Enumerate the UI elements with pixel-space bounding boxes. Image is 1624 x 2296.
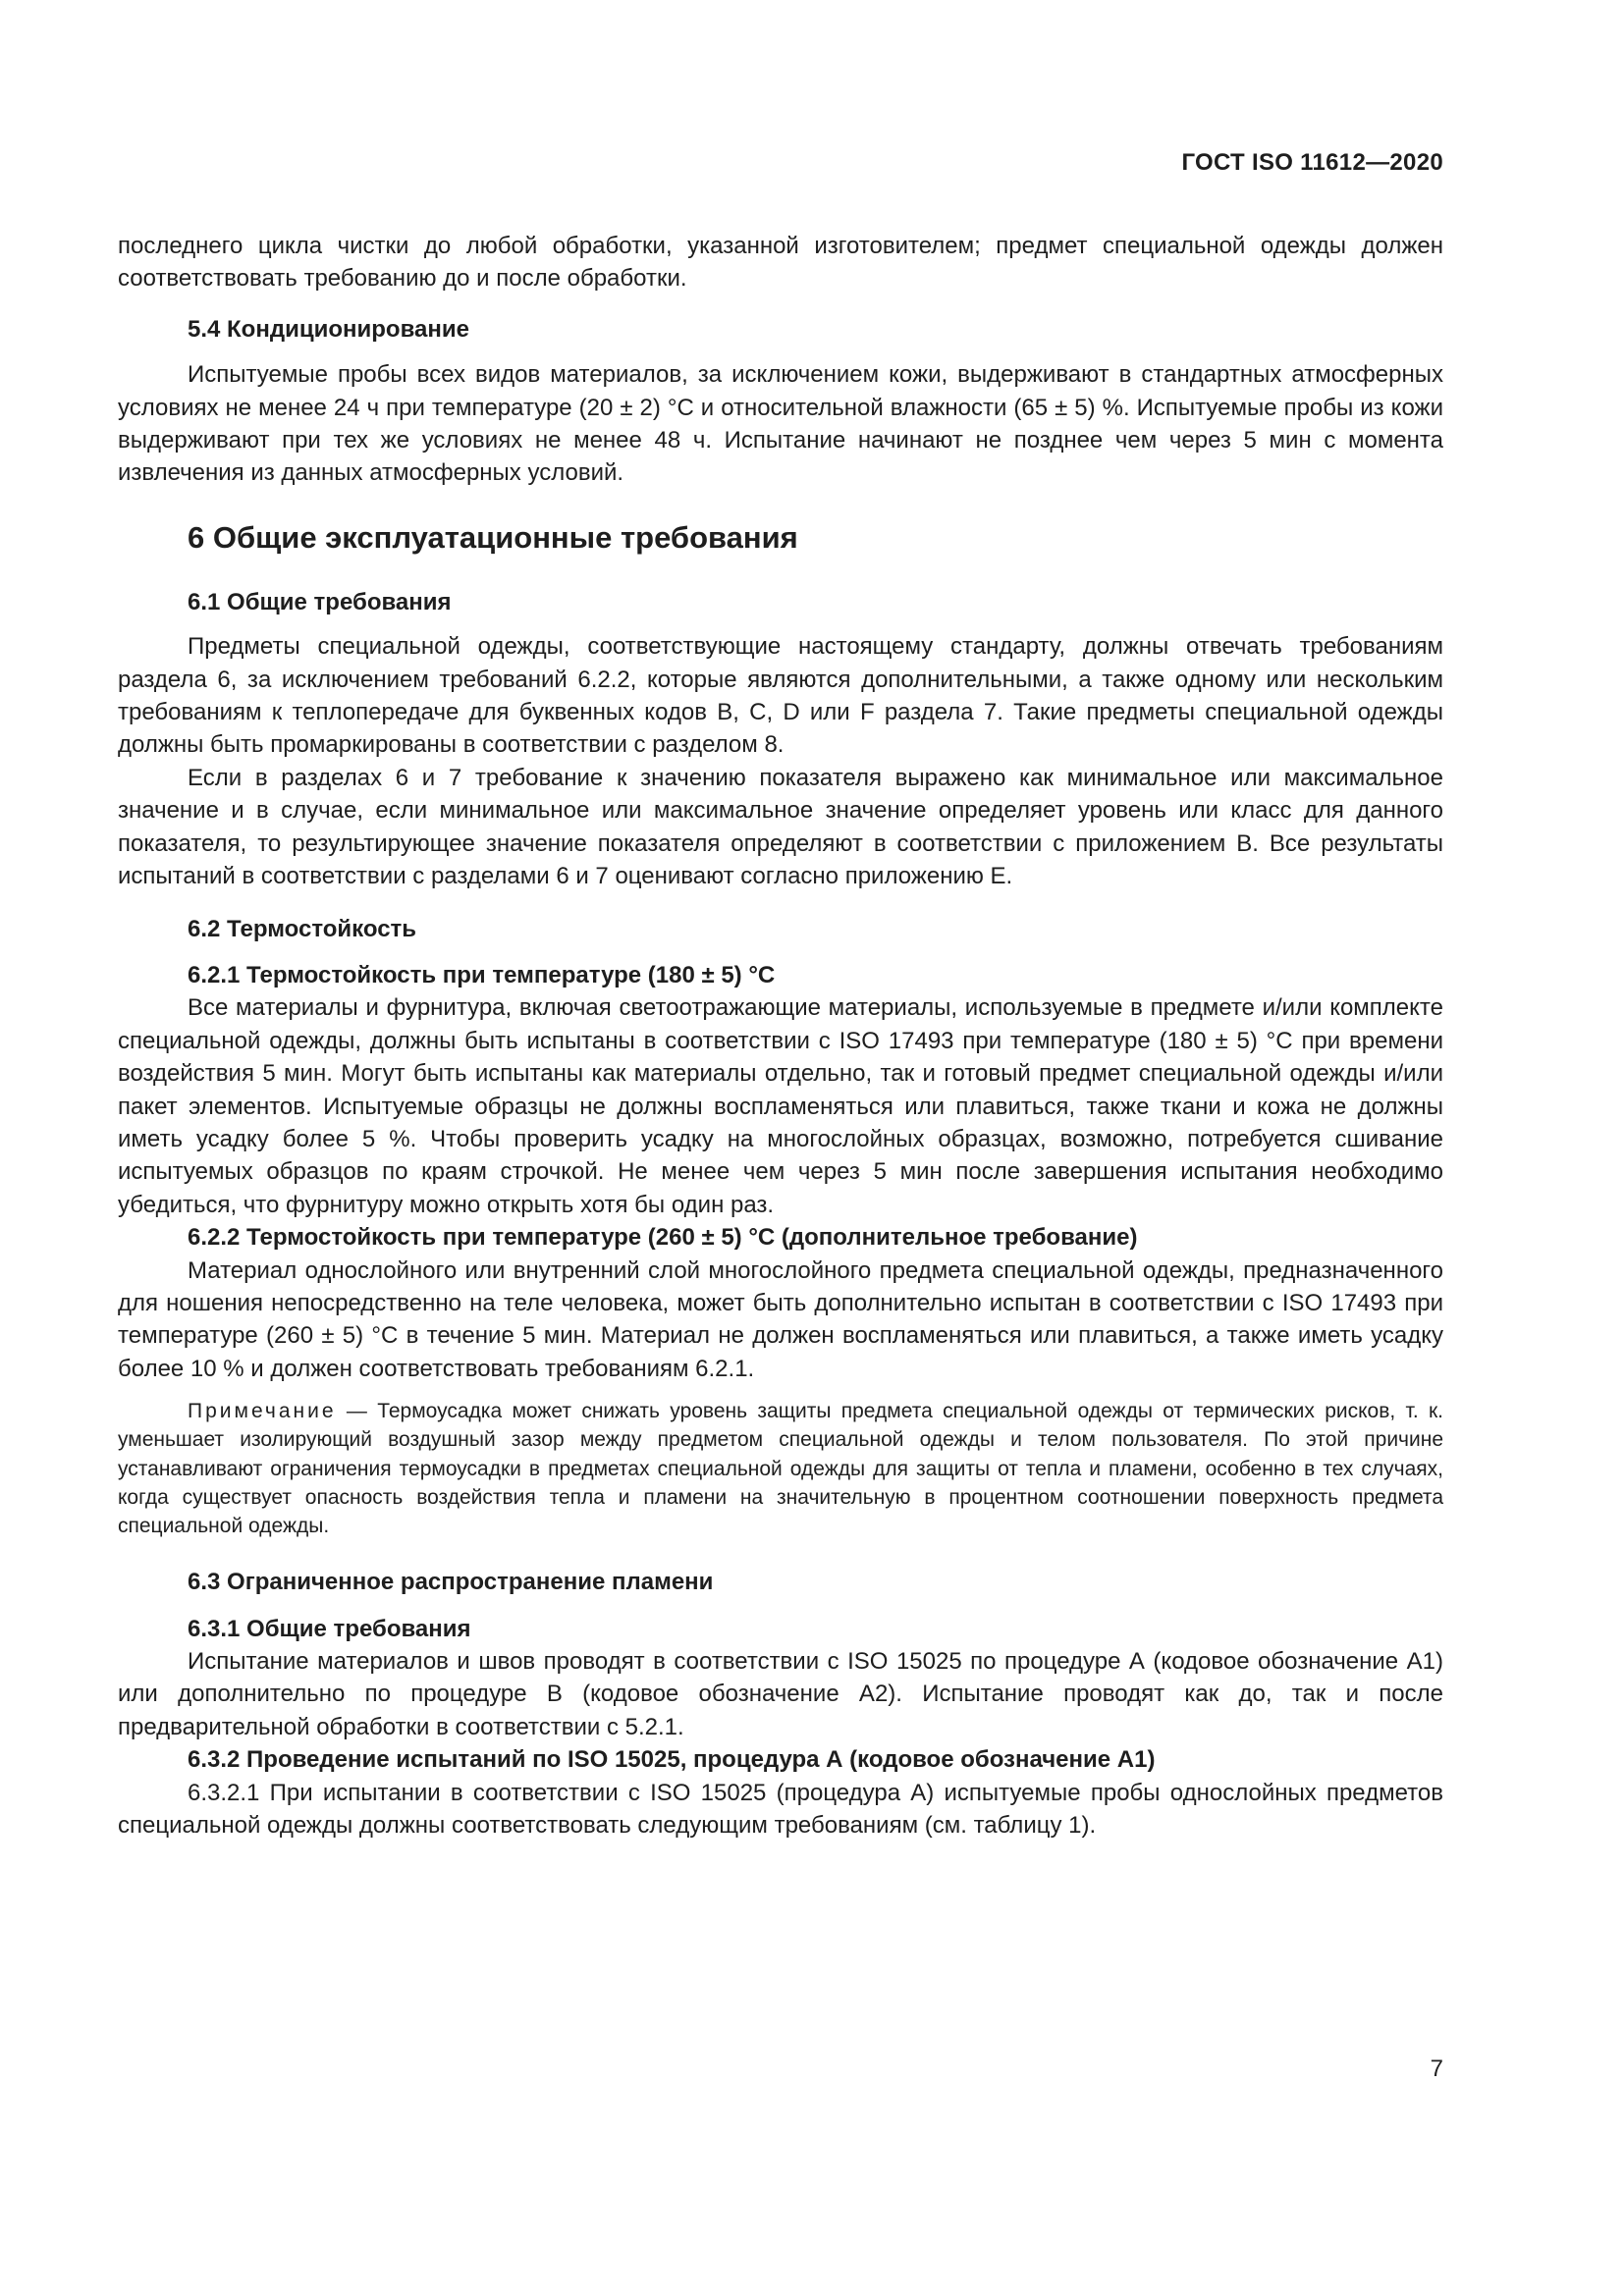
note-text: — Термоусадка может снижать уровень защиты предмета специальной одежды от термических рисков, т. к. уменьшает изолирующий воздушный зазор между предметом специальной одежды и телом пользователя. По этой причине устанавливают ограничения термоусадки в предметах специальной одежды для защиты от тепла и пламени, особенно в тех случаях, когда существует опасность воздействия тепла и пламени на значительную в процентном соотношении поверхность предмета специальной одежды. [118,1400,1443,1537]
heading-6-2-1: 6.2.1 Термостойкость при температуре (180 ± 5) °С [188,961,776,988]
heading-6-3-1: 6.3.1 Общие требования [188,1615,471,1642]
paragraph-6-1-b: Если в разделах 6 и 7 требование к значению показателя выражено как минимальное или максимальное значение и в случае, если минимальное или максимальное значение определяет уровень или класс для данного показателя, то результирующее значение показателя определяют в соответствии с приложением В. Все результаты испытаний в соответствии с разделами 6 и 7 оценивают согласно приложению Е. [118,764,1443,890]
paragraph-6-3-2-1: 6.3.2.1 При испытании в соответствии с ISO 15025 (процедура А) испытуемые пробы однослойных предметов специальной одежды должны соответствовать следующим требованиям (см. таблицу 1). [118,1779,1443,1840]
heading-6-3: 6.3 Ограниченное распространение пламени [188,1569,714,1596]
heading-5-4: 5.4 Кондиционирование [188,315,469,343]
heading-6: 6 Общие эксплуатационные требования [188,519,798,555]
note-label: Примечание [188,1400,337,1423]
paragraph-6-3-1: Испытание материалов и швов проводят в соответствии с ISO 15025 по процедуре А (кодовое обозначение А1) или дополнительно по процедуре В (кодовое обозначение А2). Испытание проводят как до, так и после предварительной обработки в соответствии с 5.2.1. [118,1648,1443,1740]
paragraph-5-4: Испытуемые пробы всех видов материалов, за исключением кожи, выдерживают в стандартных атмосферных условиях не менее 24 ч при температуре (20 ± 2) °С и относительной влажности (65 ± 5) %. Испытуемые пробы из кожи выдерживают при тех же условиях не менее 48 ч. Испытание начинают не позднее чем через 5 мин с момента извлечения из данных атмосферных условий. [118,361,1443,487]
paragraph-6-2-1: Все материалы и фурнитура, включая светоотражающие материалы, используемые в предмете и/или комплекте специальной одежды, должны быть испытаны в соответствии с ISO 17493 при температуре (180 ± 5) °С при времени воздействия 5 мин. Могут быть испытаны как материалы отдельно, так и готовый предмет специальной одежды и/или пакет элементов. Испытуемые образцы не должны воспламеняться или плавиться, также ткани и кожа не должны иметь усадку более 5 %. Чтобы проверить усадку на многослойных образцах, возможно, потребуется сшивание испытуемых образцов по краям строчкой. Не менее чем через 5 мин после завершения испытания необходимо убедиться, что фурнитуру можно открыть хотя бы один раз. [118,994,1443,1218]
paragraph-continued: последнего цикла чистки до любой обработки, указанной изготовителем; предмет специальной одежды должен соответствовать требованию до и после обработки. [118,233,1443,293]
paragraph-6-1-a: Предметы специальной одежды, соответствующие настоящему стандарту, должны отвечать требованиям раздела 6, за исключением требований 6.2.2, которые являются дополнительными, а также одному или нескольким требованиям к теплопередаче для буквенных кодов В, С, D или F раздела 7. Такие предметы специальной одежды должны быть промаркированы в соответствии с разделом 8. [118,633,1443,759]
heading-6-2: 6.2 Термостойкость [188,915,417,942]
page-content [118,230,1443,1842]
heading-6-1: 6.1 Общие требования [188,588,452,615]
heading-6-2-2: 6.2.2 Термостойкость при температуре (260 ± 5) °С (дополнительное требование) [188,1224,1138,1252]
paragraph-6-2-2: Материал однослойного или внутренний слой многослойного предмета специальной одежды, предназначенного для ношения непосредственно на теле человека, может быть дополнительно испытан в соответствии с ISO 17493 при температуре (260 ± 5) °С в течение 5 мин. Материал не должен воспламеняться или плавиться, а также иметь усадку более 10 % и должен соответствовать требованиям 6.2.1. [118,1256,1443,1382]
page-number: 7 [1430,2056,1443,2082]
note-6-2-2 [118,1397,1443,1540]
heading-6-3-2: 6.3.2 Проведение испытаний по ISO 15025, процедура А (кодовое обозначение А1) [188,1746,1156,1774]
standard-code-header: ГОСТ ISO 11612—2020 [1181,149,1443,176]
